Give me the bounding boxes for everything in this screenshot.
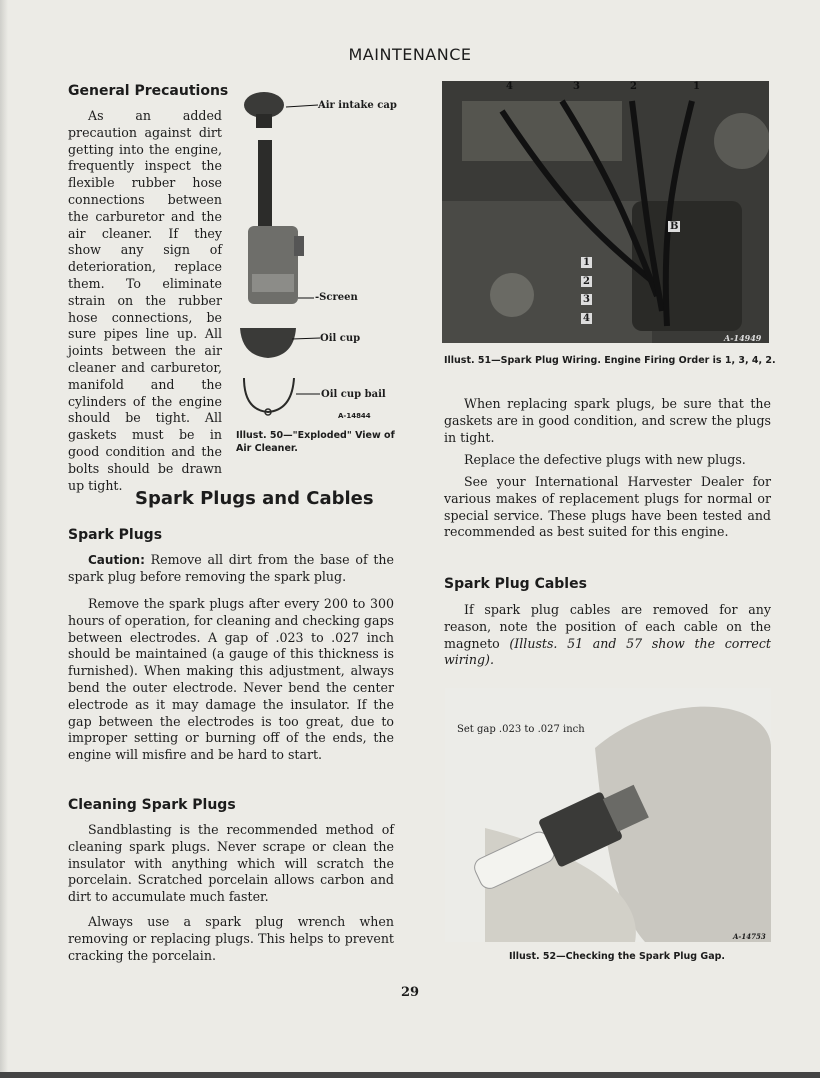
wire-number-top-1: 1 — [693, 81, 700, 92]
page-edge-shadow — [0, 0, 8, 1078]
spark-plug-cables-text: If spark plug cables are removed for any reason, note the position of each cable on the magneto (Illusts. 51 and 57 show the correct wiring). — [444, 602, 771, 668]
caption-illust-50: Illust. 50—"Exploded" View of Air Cleaner. — [236, 430, 395, 454]
caption-illust-51: Illust. 51—Spark Plug Wiring. Engine Firing Order is 1, 3, 4, 2. — [444, 355, 776, 366]
label-oil-cup: Oil cup — [320, 333, 361, 344]
figure-code-a14949: A-14949 — [724, 333, 762, 343]
cleaning-text-1: Sandblasting is the recommended method of cleaning spark plugs. Never scrape or clean the insulator with anything which will scratch the porcelain. Scratched porcelain allows carbon and dirt to accumulate much faster. — [68, 822, 394, 905]
figure-code-a14844: A-14844 — [338, 412, 371, 420]
general-precautions-text: As an added precaution against dirt getting into the engine, frequently inspect the flexible rubber hose connections between the carburetor and the air cleaner. If they show any sign of deterioration, replace them. To eliminate strain on the rubber hose connections, be sure pipes line up. All joints between the air cleaner and carburetor, manifold and the cylinders of the engine should be tight. All gaskets must be in good condition and the bolts should be drawn up tight. — [68, 108, 222, 493]
spark-plugs-heading: Spark Plugs — [68, 527, 163, 543]
wire-number-top-4: 4 — [506, 81, 513, 92]
running-header: MAINTENANCE — [348, 45, 472, 64]
callout-arrows — [280, 98, 320, 398]
wire-number-side-3: 3 — [583, 294, 590, 305]
replacing-plugs-text: When replacing spark plugs, be sure that the gaskets are in good condition, and screw the plugs in tight. — [444, 396, 771, 445]
cleaning-text-2: Always use a spark plug wrench when removing or replacing plugs. This helps to prevent cracking the porcelain. — [68, 914, 394, 963]
engine-photo-drawing — [442, 81, 769, 343]
spark-plug-wiring-photo — [442, 81, 769, 343]
caption-illust-52: Illust. 52—Checking the Spark Plug Gap. — [509, 951, 726, 962]
replace-defective-text: Replace the defective plugs with new plugs. — [464, 452, 746, 467]
spark-plugs-maintenance-text: Remove the spark plugs after every 200 to 300 hours of operation, for cleaning and checking gaps between electrodes. A gap of .023 to .027 inch should be maintained (a gauge of this thickness is furnished). When making this adjustment, always bend the outer electrode. Never bend the center electrode as it may damage the insulator. If the gap between the electrodes is too great, due to improper setting or burning off of the ends, the engine will misfire and be hard to start. — [68, 596, 394, 763]
section-title: Spark Plugs and Cables — [135, 488, 374, 509]
page-number: 29 — [400, 985, 420, 1000]
wire-number-side-4: 4 — [583, 313, 590, 324]
wire-number-side-2: 2 — [583, 276, 590, 287]
label-screen: -Screen — [315, 292, 358, 303]
label-b: B — [670, 221, 679, 232]
label-air-intake-cap: Air intake cap — [318, 100, 397, 111]
wire-number-top-3: 3 — [573, 81, 580, 92]
wire-number-top-2: 2 — [630, 81, 637, 92]
spark-plug-gap-photo — [445, 688, 771, 942]
spark-plug-cables-heading: Spark Plug Cables — [444, 576, 587, 592]
cleaning-heading: Cleaning Spark Plugs — [68, 797, 236, 813]
figure-code-a14753: A-14753 — [733, 932, 766, 941]
air-intake-cap-drawing — [244, 92, 284, 128]
spark-plugs-caution: Caution: Remove all dirt from the base of the spark plug before removing the spark plug. — [68, 552, 394, 584]
wire-number-side-1: 1 — [583, 257, 590, 268]
dealer-text: See your International Harvester Dealer for various makes of replacement plugs for normal or special service. These plugs have been tested and recommended as best suited for this engine. — [444, 474, 771, 540]
page-bottom-edge — [0, 1072, 820, 1078]
general-precautions-heading: General Precautions — [68, 83, 229, 99]
label-set-gap: Set gap .023 to .027 inch — [457, 724, 585, 735]
intake-pipe-drawing — [258, 140, 272, 228]
label-oil-cup-bail: Oil cup bail — [321, 389, 386, 400]
